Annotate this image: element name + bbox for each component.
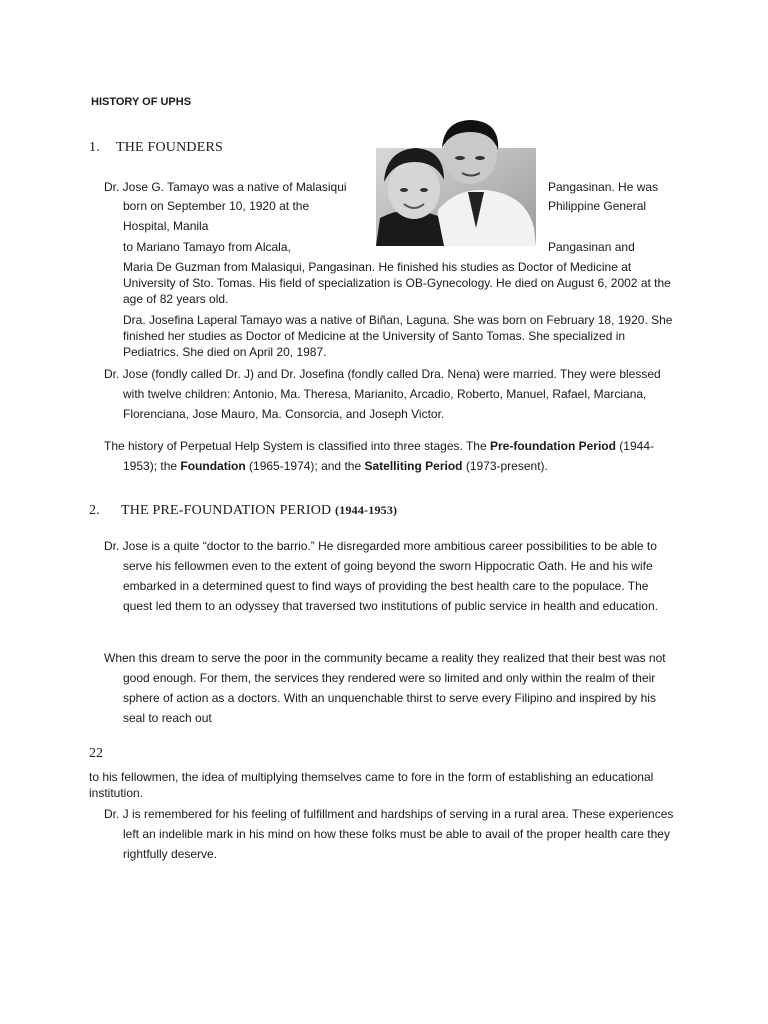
- jose-line-3-left: Hospital, Manila: [123, 219, 209, 233]
- section-2-years: (1944-1953): [335, 503, 398, 517]
- section-1-title: THE FOUNDERS: [116, 140, 224, 155]
- jose-biography: Maria De Guzman from Malasiqui, Pangasinan. He finished his studies as Doctor of Medicine at University of Sto. Tomas. His field of specialization is OB-Gynecology. He died on August 6, 2002 at the age of 82 years old.: [123, 260, 671, 306]
- jose-line-2-right: Philippine General: [548, 199, 647, 213]
- page-number: 22: [89, 746, 103, 761]
- continuation-paragraph: to his fellowmen, the idea of multiplying themselves came to fore in the form of establishing an educational institution.: [89, 770, 654, 800]
- jose-line-1-right: Pangasinan. He was: [548, 180, 659, 194]
- josefina-text: Dra. Josefina Laperal Tamayo was a native of Biñan, Laguna. She was born on February 18, 1920. She finished her studies as Doctor of Medicine at the University of Santo Tomas. She specialized in Pediatrics. She died on April 20, 1987.: [123, 313, 673, 359]
- document-title: HISTORY OF UPHS: [91, 96, 192, 108]
- stages-text-3: (1965-1974); and the: [245, 459, 365, 473]
- stage-foundation: Foundation: [180, 459, 246, 473]
- section-2-title-text: THE PRE-FOUNDATION PERIOD: [121, 503, 332, 518]
- founders-photo: [376, 118, 536, 246]
- stages-paragraph: [104, 436, 678, 476]
- stages-text-2: (1944-1953); the: [123, 439, 654, 473]
- stage-satelliting: Satelliting Period: [364, 459, 463, 473]
- section-2-number: 2.: [89, 503, 100, 518]
- stages-text-4: (1973-present).: [462, 459, 548, 473]
- prefoundation-paragraph-1: Dr. Jose is a quite “doctor to the barrio.” He disregarded more ambitious career possibilities to be able to serve his fellowmen even to the extent of going beyond the sworn Hippocratic Oath. He and his wife embarked in a determined quest to find ways of providing the best health care to the populace. The quest led them to an odyssey that traversed two institutions of public service in health and education.: [104, 539, 658, 613]
- section-1-number: 1.: [89, 140, 100, 155]
- jose-line-2-left: born on September 10, 1920 at the: [123, 199, 310, 213]
- jose-line-4-left: to Mariano Tamayo from Alcala,: [123, 240, 291, 254]
- stage-prefoundation: Pre-foundation Period: [489, 439, 616, 453]
- marriage-paragraph: Dr. Jose (fondly called Dr. J) and Dr. Josefina (fondly called Dra. Nena) were married. They were blessed with twelve children: Antonio, Ma. Theresa, Marianito, Arcadio, Roberto, Manuel, Rafael, Marciana, Florenciana, Jose Mauro, Ma. Consorcia, and Joseph Victor.: [104, 367, 661, 421]
- jose-line-1-left: Dr. Jose G. Tamayo was a native of Malasiqui: [104, 180, 347, 194]
- josefina-biography: [104, 312, 678, 360]
- section-2-title: [121, 503, 397, 519]
- jose-line-4-right: Pangasinan and: [548, 240, 635, 254]
- prefoundation-paragraph-2: When this dream to serve the poor in the community became a reality they realized that their best was not good enough. For them, the services they rendered were so limited and only within the realm of their sphere of action as a doctors. With an unquenchable thirst to serve every Filipino and inspired by his seal to reach out: [104, 651, 666, 725]
- dr-j-paragraph: Dr. J is remembered for his feeling of fulfillment and hardships of serving in a rural area. These experiences left an indelible mark in his mind on how these folks must be able to avail of the proper health care they rightfully deserve.: [104, 807, 674, 861]
- stages-text-1: The history of Perpetual Help System is classified into three stages. The: [104, 439, 490, 453]
